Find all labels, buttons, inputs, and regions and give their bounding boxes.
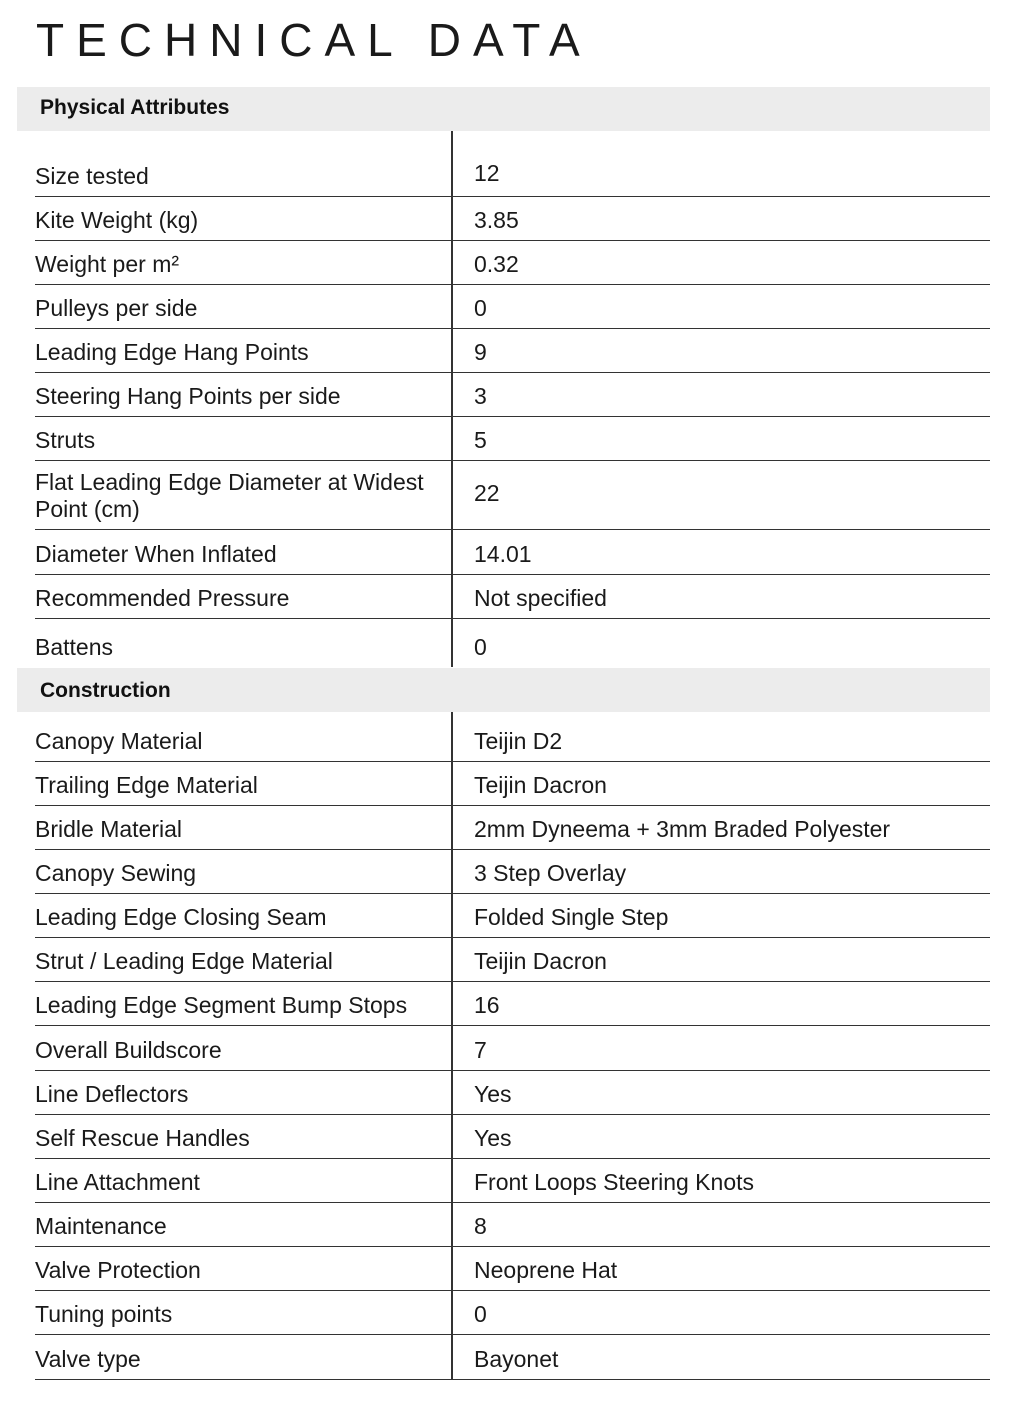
construction-table	[35, 712, 990, 1379]
table-row	[35, 416, 990, 461]
table-row	[35, 849, 990, 894]
table-row	[35, 1025, 990, 1071]
row-value: Front Loops Steering Knots	[474, 1169, 754, 1195]
row-label: Leading Edge Hang Points	[35, 339, 309, 365]
row-value: 22	[474, 480, 500, 506]
row-value: 2mm Dyneema + 3mm Braded Polyester	[474, 816, 891, 842]
section-heading: Physical Attributes	[40, 96, 230, 119]
table-row	[35, 1334, 990, 1380]
row-label: Leading Edge Segment Bump Stops	[35, 992, 408, 1018]
table-row	[35, 328, 990, 373]
row-value: 3	[474, 383, 487, 409]
row-value: Teijin D2	[474, 728, 563, 754]
row-value: Folded Single Step	[474, 904, 669, 930]
table-row	[35, 937, 990, 982]
table-row	[35, 1114, 990, 1159]
row-value: 8	[474, 1213, 487, 1239]
table-row	[35, 284, 990, 329]
row-label: Line Deflectors	[35, 1081, 189, 1107]
row-label: Valve type	[35, 1346, 141, 1372]
row-value: 3.85	[474, 207, 519, 233]
table-row	[35, 761, 990, 806]
row-label: Kite Weight (kg)	[35, 207, 199, 233]
table-row	[35, 712, 990, 762]
table-row	[35, 1158, 990, 1203]
table-row	[35, 1070, 990, 1115]
table-row	[35, 618, 990, 667]
section-header-physical-attributes	[17, 87, 990, 131]
table-row	[35, 460, 990, 530]
row-label: Self Rescue Handles	[35, 1125, 250, 1151]
table-row	[35, 1202, 990, 1247]
row-value: 0	[474, 634, 487, 660]
row-value: Teijin Dacron	[474, 948, 607, 974]
table-row	[35, 196, 990, 241]
row-label: Struts	[35, 427, 96, 453]
row-value: Neoprene Hat	[474, 1257, 618, 1283]
row-value: Yes	[474, 1125, 512, 1151]
page-title: TECHNICAL DATA	[36, 14, 592, 66]
row-value: 9	[474, 339, 487, 365]
physical-attributes-table	[35, 131, 990, 667]
row-label: Strut / Leading Edge Material	[35, 948, 333, 974]
row-value: 14.01	[474, 541, 532, 567]
row-value: 16	[474, 992, 500, 1018]
column-divider	[451, 712, 453, 1379]
row-value: Yes	[474, 1081, 512, 1107]
table-row	[35, 805, 990, 850]
row-label: Overall Buildscore	[35, 1037, 222, 1063]
row-value: 0.32	[474, 251, 519, 277]
row-label: Line Attachment	[35, 1169, 200, 1195]
row-label: Recommended Pressure	[35, 585, 290, 611]
row-label: Pulleys per side	[35, 295, 198, 321]
row-label: Canopy Sewing	[35, 860, 197, 886]
row-value: 12	[474, 160, 500, 186]
table-row	[35, 574, 990, 619]
row-label: Valve Protection	[35, 1257, 201, 1283]
row-label: Maintenance	[35, 1213, 167, 1239]
row-value: 0	[474, 295, 487, 321]
table-row	[35, 1290, 990, 1335]
table-row	[35, 240, 990, 285]
row-value: Bayonet	[474, 1346, 559, 1372]
table-row	[35, 981, 990, 1026]
row-value: 7	[474, 1037, 487, 1063]
row-label: Battens	[35, 634, 113, 660]
row-label: Canopy Material	[35, 728, 203, 754]
row-value: 3 Step Overlay	[474, 860, 627, 886]
row-label: Steering Hang Points per side	[35, 383, 341, 409]
row-label: Weight per m²	[35, 251, 180, 277]
table-row	[35, 893, 990, 938]
table-row	[35, 529, 990, 575]
row-value: Teijin Dacron	[474, 772, 607, 798]
row-label: Tuning points	[35, 1301, 173, 1327]
row-value: 0	[474, 1301, 487, 1327]
table-row	[35, 131, 990, 197]
row-value: Not specified	[474, 585, 607, 611]
table-row	[35, 1246, 990, 1291]
row-label: Size tested	[35, 163, 149, 189]
row-label: Bridle Material	[35, 816, 182, 842]
section-header-construction	[17, 668, 990, 712]
column-divider	[451, 131, 453, 667]
section-heading: Construction	[40, 679, 171, 702]
row-label: Flat Leading Edge Diameter at Widest Point (cm)	[35, 469, 424, 522]
row-label: Trailing Edge Material	[35, 772, 258, 798]
row-value: 5	[474, 427, 487, 453]
row-label: Leading Edge Closing Seam	[35, 904, 327, 930]
table-row	[35, 372, 990, 417]
row-label: Diameter When Inflated	[35, 541, 277, 567]
